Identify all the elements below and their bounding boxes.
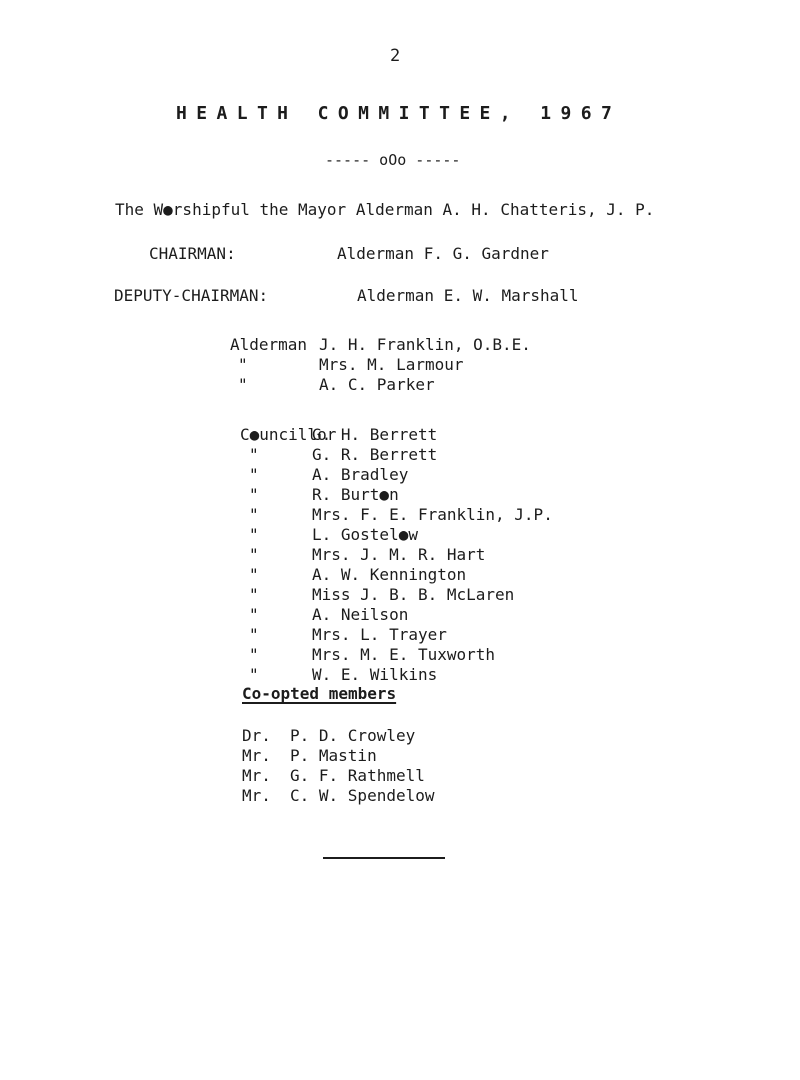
ditto-mark: " bbox=[238, 355, 248, 374]
alderman-list-item bbox=[230, 335, 531, 355]
councillor-name: A. Neilson bbox=[312, 605, 409, 624]
councillor-list-item bbox=[240, 425, 438, 445]
councillors-list bbox=[240, 425, 553, 685]
coopted-members-list bbox=[242, 726, 435, 806]
ditto-mark: " bbox=[249, 505, 259, 524]
councillor-name: R. Burt●n bbox=[312, 485, 399, 504]
councillor-name: A. Bradley bbox=[312, 465, 409, 484]
coopted-members-heading: Co-opted members bbox=[242, 684, 397, 703]
deputy-chairman-name: Alderman E. W. Marshall bbox=[357, 286, 579, 305]
page-number: 2 bbox=[390, 46, 401, 66]
member-title: Mr. bbox=[242, 786, 271, 805]
ditto-mark: " bbox=[249, 665, 259, 684]
member-title: Mr. bbox=[242, 746, 271, 765]
ditto-mark: " bbox=[238, 375, 248, 394]
alderman-name: A. C. Parker bbox=[319, 375, 435, 394]
member-title: Dr. bbox=[242, 726, 271, 745]
councillor-list-item bbox=[240, 445, 438, 465]
ditto-mark: " bbox=[249, 585, 259, 604]
councillor-name: Miss J. B. B. McLaren bbox=[312, 585, 515, 604]
member-name: C. W. Spendelow bbox=[290, 786, 435, 805]
deputy-chairman-role-label: DEPUTY-CHAIRMAN: bbox=[114, 286, 269, 305]
councillor-list-item bbox=[240, 665, 438, 685]
ditto-mark: " bbox=[249, 645, 259, 664]
end-rule-divider bbox=[323, 857, 445, 859]
alderman-name: J. H. Franklin, O.B.E. bbox=[319, 335, 531, 354]
councillor-name: A. W. Kennington bbox=[312, 565, 467, 584]
ditto-mark: " bbox=[249, 485, 259, 504]
councillor-name: G. R. Berrett bbox=[312, 445, 438, 464]
alderman-list-item bbox=[230, 375, 435, 395]
councillor-name: G. H. Berrett bbox=[312, 425, 438, 444]
councillor-name: Mrs. L. Trayer bbox=[312, 625, 447, 644]
ditto-mark: " bbox=[249, 465, 259, 484]
councillor-prefix: C●uncillor bbox=[240, 425, 337, 444]
ditto-mark: " bbox=[249, 605, 259, 624]
councillor-list-item bbox=[240, 525, 418, 545]
alderman-prefix: Alderman bbox=[230, 335, 308, 354]
coopted-member-list-item bbox=[242, 726, 416, 746]
councillor-name: Mrs. J. M. R. Hart bbox=[312, 545, 486, 564]
ditto-mark: " bbox=[249, 525, 259, 544]
aldermen-list bbox=[230, 335, 531, 395]
councillor-list-item bbox=[240, 465, 409, 485]
ditto-mark: " bbox=[249, 445, 259, 464]
alderman-name: Mrs. M. Larmour bbox=[319, 355, 464, 374]
mayor-line: The W●rshipful the Mayor Alderman A. H. Chatteris, J. P. bbox=[115, 200, 655, 219]
councillor-list-item bbox=[240, 585, 515, 605]
councillor-list-item bbox=[240, 605, 409, 625]
member-title: Mr. bbox=[242, 766, 271, 785]
chairman-name: Alderman F. G. Gardner bbox=[337, 244, 549, 263]
ditto-mark: " bbox=[249, 565, 259, 584]
title-ornament: ----- oOo ----- bbox=[325, 151, 461, 169]
councillor-list-item bbox=[240, 485, 399, 505]
ditto-mark: " bbox=[249, 625, 259, 644]
coopted-member-list-item bbox=[242, 746, 377, 766]
councillor-name: W. E. Wilkins bbox=[312, 665, 438, 684]
member-name: P. D. Crowley bbox=[290, 726, 416, 745]
councillor-name: Mrs. F. E. Franklin, J.P. bbox=[312, 505, 553, 524]
coopted-member-list-item bbox=[242, 766, 425, 786]
councillor-list-item bbox=[240, 505, 553, 525]
member-name: P. Mastin bbox=[290, 746, 377, 765]
member-name: G. F. Rathmell bbox=[290, 766, 425, 785]
councillor-name: Mrs. M. E. Tuxworth bbox=[312, 645, 496, 664]
page-title: HEALTH COMMITTEE, 1967 bbox=[176, 103, 622, 124]
councillor-list-item bbox=[240, 645, 496, 665]
chairman-role-label: CHAIRMAN: bbox=[149, 244, 236, 263]
coopted-member-list-item bbox=[242, 786, 435, 806]
alderman-list-item bbox=[230, 355, 464, 375]
councillor-name: L. Gostel●w bbox=[312, 525, 418, 544]
ditto-mark: " bbox=[249, 545, 259, 564]
councillor-list-item bbox=[240, 545, 486, 565]
councillor-list-item bbox=[240, 625, 447, 645]
councillor-list-item bbox=[240, 565, 467, 585]
